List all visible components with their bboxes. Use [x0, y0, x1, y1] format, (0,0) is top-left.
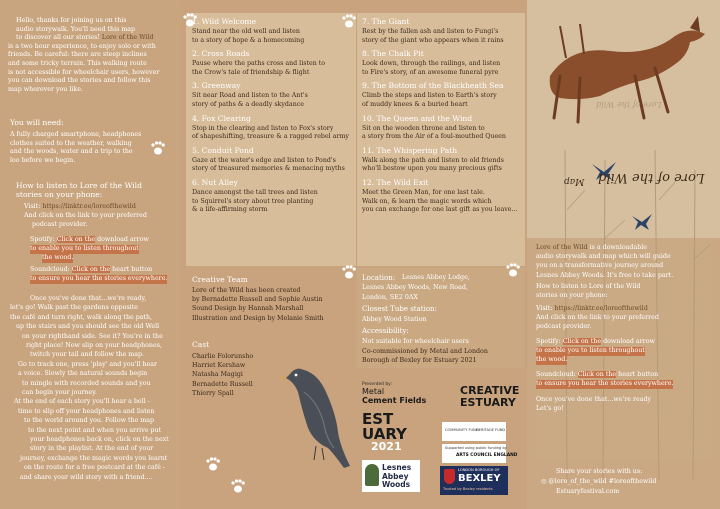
- text-span: @lore_of_the_wild #loreofthewild: [548, 478, 657, 485]
- tube-label: Closest Tube station:: [362, 305, 437, 313]
- stop-left-line: Pause where the paths cross and listen to: [192, 60, 326, 68]
- need-heading: You will need:: [10, 118, 64, 127]
- about-line: you on a transformative journey around: [536, 262, 664, 270]
- about-title-link: Lore of the Wild: [536, 244, 588, 251]
- stop-right-line: who'll bestow upon you many precious gifts: [362, 165, 502, 173]
- podcast-line: podcast provider.: [32, 221, 88, 228]
- arts-council-logo: [442, 444, 518, 463]
- highlight: Click on the: [56, 236, 96, 243]
- soundcloud-line: [30, 266, 152, 275]
- click-line-2: And click on the link to your preferred: [536, 314, 659, 321]
- steps-line: to mingle with recorded sounds and you: [22, 379, 151, 387]
- steps-line: story in the playlist. At the end of your: [30, 445, 154, 453]
- stop-left-line: story of paths & a deadly skydance: [192, 101, 305, 108]
- text-span: Soundcloud:: [536, 371, 578, 378]
- stop-left-title-1: 1. Wild Welcome: [192, 17, 257, 26]
- steps-line: to the world around you. Follow the map: [24, 417, 155, 425]
- team-line: Sound Design by Hannah Marshall: [192, 305, 304, 313]
- stop-right-title-6: 12. The Wild Exit: [362, 178, 429, 187]
- stop-right-line: a story from the Air of a foul-mouthed Queen: [362, 133, 506, 141]
- stop-left-line: Sit near Road and listen to the Ant's: [192, 92, 308, 100]
- steps-line: right place! Now slip on your headphones,: [26, 342, 162, 349]
- steps-line: the café and turn right, walk along the path,: [10, 313, 153, 321]
- steps-line: a voice. Slowly the natural sounds begin: [18, 370, 148, 378]
- podcast-line-2: podcast provider.: [536, 323, 592, 330]
- text-span: Visit:: [24, 203, 43, 210]
- stop-left-line: & a life-affirming storm: [192, 206, 268, 214]
- stop-left-line: of shapeshifting, treasure & a ragged rebel army: [192, 133, 349, 141]
- howto-heading: How to listen to Lore of the Wild: [16, 181, 142, 190]
- steps-line: on your righthand side. See it? You're in the: [22, 332, 163, 340]
- visit-link[interactable]: https://linktr.ee/loreofthewild: [42, 203, 136, 210]
- stop-left-line: Stand near the old well and listen: [192, 28, 300, 35]
- need-text: loo before we begin.: [10, 156, 76, 164]
- bexley-name: BEXLEY: [458, 473, 501, 484]
- cover-map: Map: [564, 176, 585, 186]
- cast-name: Charlie Folorunsho: [192, 353, 254, 360]
- intro-line: is not accessible for wheelchair users, however: [8, 68, 160, 76]
- need-text: A fully charged smartphone, headphones: [10, 131, 142, 138]
- team-line: by Bernadette Russell and Sophie Austin: [192, 296, 323, 304]
- bexley-logo: [440, 466, 508, 495]
- intro-line: Hello, thanks for joining us on this: [16, 17, 127, 24]
- text-span: Visit:: [536, 305, 555, 312]
- crest-icon: [444, 469, 455, 484]
- cast-name: Bernadette Russell: [192, 380, 253, 388]
- steps-line: your headphones back on, click on the next: [30, 436, 169, 443]
- steps-line: up the stairs and you should see the old Well: [16, 323, 160, 331]
- location-value: Lesnes Abbey Woods, New Road,: [362, 284, 468, 291]
- team-line: Lore of the Wild has been created: [192, 287, 301, 294]
- estuary-logo-year: 2021: [371, 440, 402, 453]
- spotify-hl-line-2: the wood.: [536, 356, 568, 363]
- about-line: Lesnes Abbey Woods. It's free to take part.: [536, 271, 674, 279]
- intro-title-link: Lore of the Wild: [101, 34, 154, 42]
- visit-line-2[interactable]: [536, 305, 648, 314]
- lesnes-logo-word: Lesnes: [382, 463, 412, 472]
- stop-right-line: you can exchange for one last gift as you leave...: [362, 206, 518, 214]
- about-line: audio storywalk and map which will guide: [536, 253, 671, 261]
- stop-left-title-6: 6. Nut Alley: [192, 178, 238, 187]
- stop-right-title-1: 7. The Giant: [362, 17, 410, 26]
- text-span: heart button: [616, 371, 659, 378]
- metal-logo: Metal: [362, 387, 385, 396]
- stop-right-title-3: 9. The Bottom of the Blackheath Sea: [362, 81, 504, 91]
- intro-line: you can download the stories and follow this: [8, 77, 151, 85]
- commission-line: Co-commissioned by Metal and London: [362, 348, 488, 355]
- steps-line: twitch your tail and follow the map.: [30, 351, 145, 359]
- stop-left-title-3: 3. Greenway: [192, 81, 241, 91]
- paw-print-icon: [150, 140, 166, 156]
- stop-right-title-2: 8. The Chalk Pit: [362, 49, 424, 59]
- site-line: Estuaryfestival.com: [556, 488, 620, 495]
- stop-right-line: Meet the Green Man, for one last tale.: [362, 189, 485, 196]
- community-fund: COMMUNITY FUND: [445, 428, 479, 432]
- howto4-heading: stories on your phone:: [536, 292, 608, 300]
- swallow-icon-2: [630, 212, 654, 232]
- location-label: Location:: [362, 274, 396, 282]
- spotify-hl-line: to enable you to listen throughout: [30, 245, 139, 252]
- steps-line: let's go! Walk past the gardens opposite: [10, 304, 138, 312]
- stop-right-line: story of the giant who appears when it rains: [362, 36, 504, 44]
- steps-line: on the route for a free postcard at the café -: [24, 464, 165, 472]
- spotify-line: [30, 236, 149, 245]
- intro-line: audio storywalk. You'll need this map: [16, 25, 136, 33]
- text-span: Soundcloud:: [30, 266, 72, 273]
- text-span: heart button: [110, 266, 153, 273]
- ready-line: Let's go!: [536, 405, 564, 412]
- creative-estuary-logo-1: CREATIVE: [460, 384, 520, 397]
- highlight: Click on the: [577, 371, 617, 378]
- highlight: Click on the: [71, 266, 111, 273]
- commission-line: Borough of Bexley for Estuary 2021: [362, 357, 477, 364]
- stop-left-line: story of treasured memories & menacing myths: [192, 165, 345, 173]
- spotify-hl-line: the wood.: [42, 254, 74, 261]
- text-span: download arrow: [601, 338, 655, 345]
- bexley-sub: Trusted by Bexley residents: [443, 487, 493, 491]
- paw-print-icon: [505, 262, 521, 278]
- stop-right-line: Walk along the path and listen to old friends: [362, 156, 504, 164]
- cast-name: Natasha Magigi: [192, 371, 243, 379]
- paw-print-icon: [205, 456, 221, 472]
- stop-left-line: Stop in the clearing and listen to Fox's story: [192, 124, 334, 132]
- intro-line: map wherever you like.: [8, 85, 83, 93]
- spotify-hl-line-2: to enable you to listen throughout: [536, 347, 645, 354]
- access-value: Not suitable for wheelchair users: [362, 338, 469, 345]
- intro-line: [16, 34, 154, 43]
- instagram-icon: ◎: [541, 478, 549, 485]
- stop-left-line: the Crow's tale of friendship & flight: [192, 68, 310, 76]
- soundcloud-hl-line-2: to ensure you hear the stories everywhere.: [536, 380, 674, 387]
- stop-right-line: Sit on the wooden throne and listen to: [362, 124, 485, 132]
- intro-line: and some tricky terrain. This walking route: [8, 60, 147, 67]
- stop-left-line: to a story of hope & a homecoming: [192, 36, 305, 44]
- visit-link-2[interactable]: https://linktr.ee/loreofthewild: [554, 305, 648, 312]
- stop-left-title-5: 5. Conduit Pond: [192, 145, 254, 155]
- supported-label: Supported using public funding by: [445, 446, 507, 450]
- about-line: [536, 244, 647, 253]
- stop-left-line: Gaze at the water's edge and listen to Pond's: [192, 156, 336, 164]
- cast-heading: Cast: [192, 340, 210, 349]
- stop-right-line: of muddy knees & a buried heart: [362, 101, 468, 108]
- lesnes-logo-word: Abbey: [382, 471, 409, 481]
- bexley-top: LONDON BOROUGH OF: [458, 468, 500, 472]
- team-line: Illustration and Design by Melanie Smith: [192, 314, 324, 322]
- stop-right-line: Walk on, & learn the magic words which: [362, 197, 492, 205]
- estuary-logo-uary: UARY: [362, 425, 407, 443]
- stop-left-title-4: 4. Fox Clearing: [192, 113, 251, 123]
- spotify-line-2: [536, 338, 655, 347]
- cast-name: Thierry Spall: [192, 389, 234, 397]
- stop-left-line: Dance amongst the tall trees and listen: [192, 189, 318, 196]
- tube-value: Abbey Wood Station: [362, 316, 427, 323]
- share-heading: Share your stories with us:: [556, 468, 643, 475]
- ready-line: Once you've done that...we're ready: [536, 396, 652, 403]
- stop-right-line: Rest by the fallen ash and listen to Fungi's: [362, 28, 499, 35]
- stop-right-line: Look down, through the railings, and listen: [362, 60, 501, 68]
- stop-right-line: to Fire's story, of an awesome funeral pyre: [362, 68, 499, 76]
- intro-line: friends. Be careful: there are steep inclines: [8, 51, 147, 59]
- stop-left-title-2: 2. Cross Roads: [192, 49, 250, 59]
- paw-print-icon: [341, 13, 357, 29]
- paw-print-icon: [341, 264, 357, 280]
- stop-right-line: Climb the steps and listen to Earth's story: [362, 92, 497, 100]
- text-span: Spotify:: [30, 236, 57, 243]
- click-line: And click on the link to your preferred: [24, 212, 147, 219]
- location-value: Lesnes Abbey Lodge,: [402, 274, 470, 281]
- paw-print-icon: [230, 478, 246, 494]
- steps-line: Go to track one, press 'play' and you'll hear: [18, 360, 157, 368]
- text-span: download arrow: [95, 236, 149, 243]
- steps-line: can begin your journey.: [22, 389, 97, 396]
- steps-line: time to slip off your headphones and listen: [18, 407, 155, 415]
- howto4-heading: How to listen to Lore of the Wild: [536, 283, 641, 290]
- estuary-logo-est: EST: [362, 410, 394, 428]
- steps-line: At the end of each story you'll hear a bell -: [14, 398, 150, 406]
- creative-estuary-logo-2: ESTUARY: [460, 396, 516, 409]
- blackbird-illustration: [278, 362, 358, 472]
- cover-faint-title: Lore of the Wild: [596, 100, 662, 109]
- stop-left-line: to Squirrel's story about tree planting: [192, 197, 314, 205]
- visit-line[interactable]: [24, 203, 136, 212]
- stop-right-title-4: 10. The Queen and the Wind: [362, 113, 473, 123]
- presented-label: Presented by:: [362, 382, 392, 387]
- access-label: Accessibility:: [362, 327, 409, 335]
- howto-heading: stories on your phone:: [16, 190, 103, 200]
- intro-line: is a two hour experience, to enjoy solo or with: [8, 42, 156, 50]
- highlight: Click on the: [562, 338, 602, 345]
- team-heading: Creative Team: [192, 275, 248, 284]
- lottery-logos: [442, 422, 506, 441]
- soundcloud-hl-line: to ensure you hear the stories everywhere.: [30, 275, 168, 282]
- social-handle: [541, 478, 656, 487]
- cast-name: Harriet Kershaw: [192, 362, 246, 370]
- steps-line: to the next point and when you arrive put: [28, 426, 162, 434]
- lesnes-abbey-logo: [362, 460, 420, 492]
- location-value: London, SE2 0AX: [362, 294, 418, 301]
- steps-line: journey, exchange the magic words you learnt: [20, 454, 168, 462]
- text-span: Spotify:: [536, 338, 563, 345]
- stop-right-title-5: 11. The Whispering Path: [362, 145, 458, 155]
- soundcloud-line-2: [536, 371, 658, 380]
- need-text: clothes suited to the weather, walking: [10, 139, 132, 147]
- cover-title: Lore of the Wild: [598, 170, 705, 185]
- steps-line: Once you've done that...we're ready,: [30, 295, 147, 302]
- arts-council-name: ARTS COUNCIL ENGLAND: [456, 453, 518, 458]
- steps-line: and share your wild story with a friend....: [20, 473, 153, 481]
- leaf-icon: [365, 464, 379, 486]
- cement-fields-logo: Cement Fields: [362, 396, 427, 405]
- text-span: to discover all our stories!: [16, 34, 102, 42]
- heritage-fund: HERITAGE FUND: [476, 428, 506, 432]
- lesnes-logo-word: Woods: [382, 480, 411, 489]
- text-span: is a downloadable: [587, 244, 647, 251]
- need-text: and the woods, water and a trip to the: [10, 148, 133, 156]
